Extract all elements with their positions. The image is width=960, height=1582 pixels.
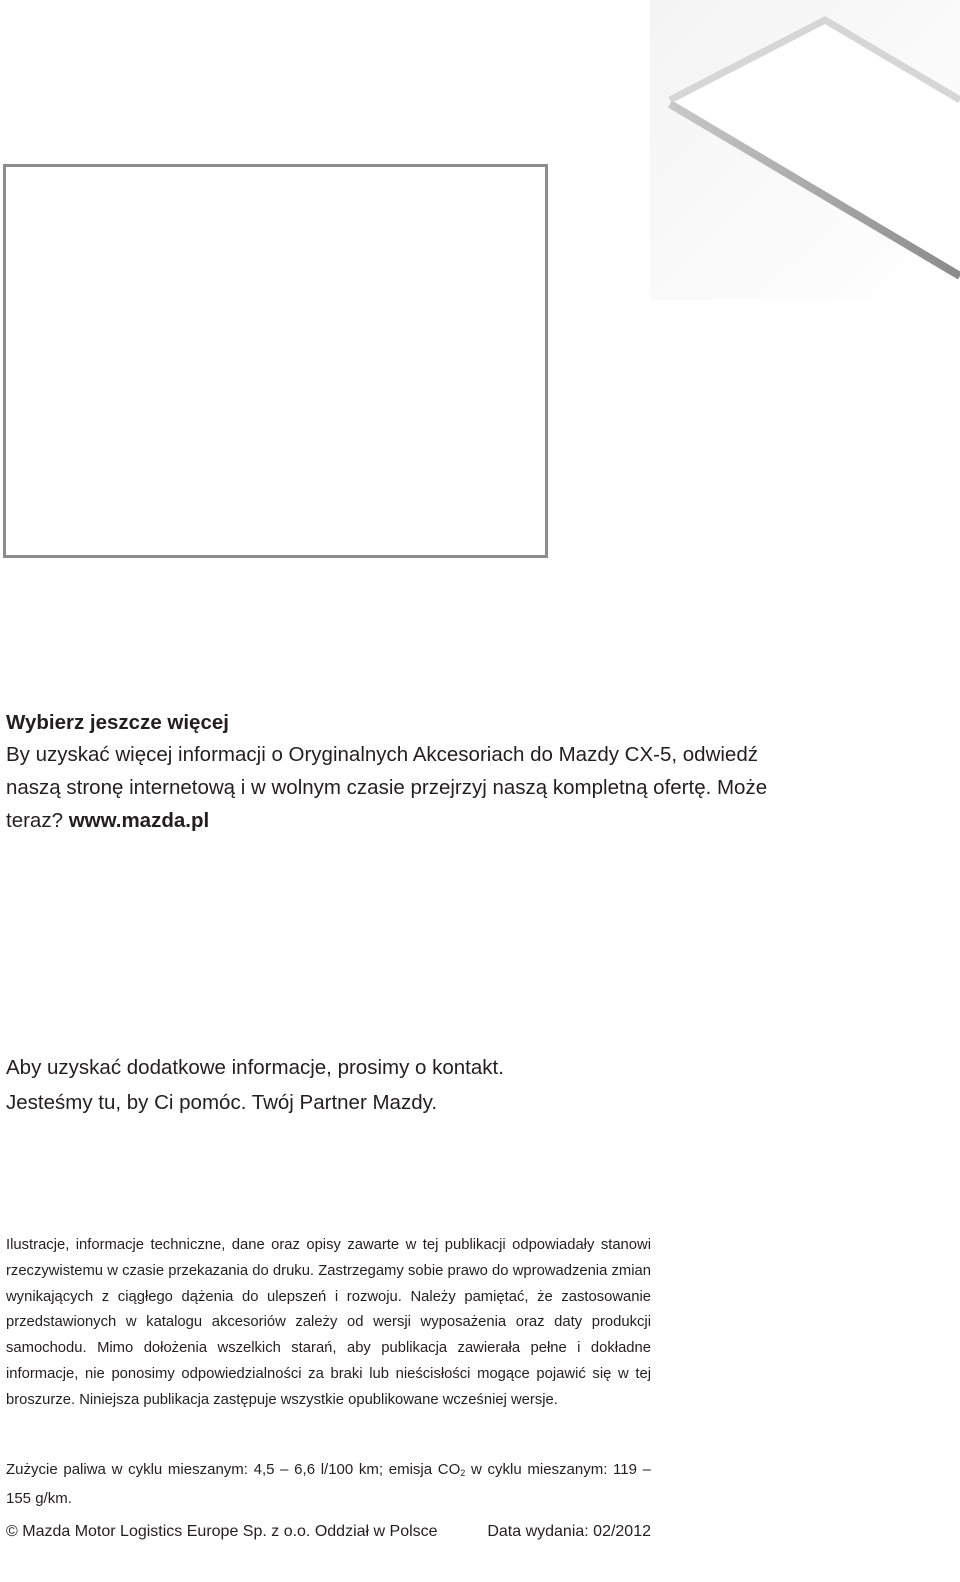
contact-line-2: Jesteśmy tu, by Ci pomóc. Twój Partner Mazdy.: [6, 1091, 438, 1114]
publication-date: Data wydania: 02/2012: [487, 1523, 651, 1540]
intro-section: [6, 708, 806, 837]
intro-body: [6, 738, 806, 837]
fuel-suffix: w cyklu mieszanym: 119 – 155 g/km.: [6, 1461, 651, 1507]
co2-subscript: 2: [460, 1468, 466, 1478]
intro-text: By uzyskać więcej informacji o Oryginalnych Akcesoriach do Mazdy CX-5, odwiedź naszą stronę internetową i w wolnym czasie przejrzyj naszą kompletną ofertę. Może teraz?: [6, 743, 768, 832]
footer: [6, 1523, 651, 1582]
fuel-prefix: Zużycie paliwa w cyklu mieszanym: 4,5 – 6,6 l/100 km; emisja CO: [6, 1461, 461, 1478]
website-link[interactable]: www.mazda.pl: [68, 809, 210, 832]
disclaimer-text: Ilustracje, informacje techniczne, dane oraz opisy zawarte w tej publikacji odpowiadały stanowi rzeczywistemu w czasie przekazania do druku. Zastrzegamy sobie prawo do wprowadzenia zmian wynikających z ciągłego dążenia do ulepszeń i rozwoju. Należy pamiętać, że zastosowanie przedstawionych w katalogu akcesoriów zależy od wersji wyposażenia oraz daty produkcji samochodu. Mimo dołożenia wszelkich starań, aby publikacja zawierała pełne i dokładne informacje, nie ponosimy odpowiedzialności za braki lub nieścisłości mogące pojawić się w tej broszurze. Niniejsza publikacja zastępuje wszystkie opublikowane wcześniej wersje.: [6, 1237, 651, 1408]
fuel-consumption-text: [6, 1457, 651, 1512]
copyright-text: © Mazda Motor Logistics Europe Sp. z o.o. Oddział w Polsce: [6, 1523, 438, 1540]
contact-line-1: Aby uzyskać dodatkowe informacje, prosimy o kontakt.: [6, 1056, 504, 1079]
image-placeholder-frame: [3, 164, 548, 558]
intro-title: Wybierz jeszcze więcej: [6, 711, 229, 734]
contact-section: [6, 1050, 806, 1120]
corner-fold-decoration: [650, 0, 960, 300]
